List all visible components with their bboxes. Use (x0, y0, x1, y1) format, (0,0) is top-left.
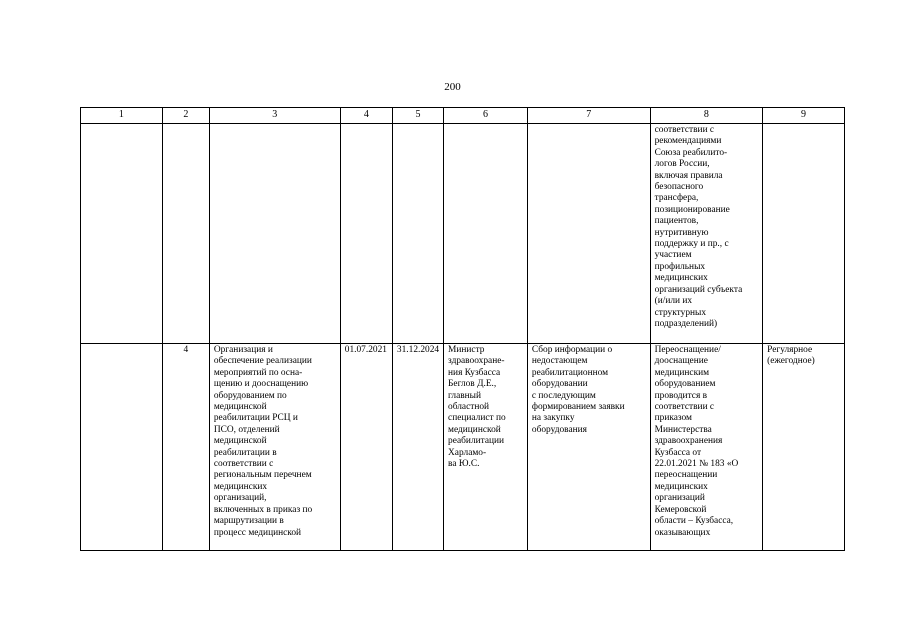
table-cell (392, 124, 443, 344)
page-number: 200 (444, 81, 461, 93)
table-cell (162, 124, 209, 344)
responsible-cell: Министр здравоохране- ния Кузбасса Беглов Д.Е., главный областной специалист по медицинской реабилитации Харламо- ва Ю.С. (444, 344, 528, 551)
table-row (81, 344, 845, 551)
table-row (81, 124, 845, 344)
table-cell (209, 124, 340, 344)
column-number-row (81, 108, 845, 124)
column-header: 4 (340, 108, 392, 124)
column-header: 1 (81, 108, 163, 124)
column-header: 9 (763, 108, 845, 124)
description-cell: Сбор информации о недостающем реабилитационном оборудовании с последующим формированием заявки на закупку оборудования (527, 344, 650, 551)
table-cell (763, 124, 845, 344)
column-header: 2 (162, 108, 209, 124)
table-cell (81, 124, 163, 344)
plan-table (80, 107, 845, 551)
start-date-cell: 01.07.2021 (340, 344, 392, 551)
activity-cell: Организация и обеспечение реализации мероприятий по осна- щению и дооснащению оборудованием по медицинской реабилитации РСЦ и ПСО, отделений медицинской реабилитации в соответствии с региональным перечнем медицинских организаций, включенных в приказ по маршрутизации в процесс медицинской (209, 344, 340, 551)
table-cell (340, 124, 392, 344)
column-header: 6 (444, 108, 528, 124)
column-header: 3 (209, 108, 340, 124)
table-cell (444, 124, 528, 344)
column-header: 7 (527, 108, 650, 124)
table-cell (527, 124, 650, 344)
expected-result-cell: соответствии с рекомендациями Союза реабилито- логов России, включая правила безопасного трансфера, позиционирование пациентов, нутритивную поддержку и пр., с участием профильных медицинских организаций субъекта (и/или их структурных подразделений) (650, 124, 763, 344)
column-header: 8 (650, 108, 763, 124)
column-header: 5 (392, 108, 443, 124)
end-date-cell: 31.12.2024 (392, 344, 443, 551)
frequency-cell: Регулярное (ежегодное) (763, 344, 845, 551)
item-number-cell: 4 (162, 344, 209, 551)
expected-result-cell: Переоснащение/ дооснащение медицинским оборудованием проводится в соответствии с приказом Министерства здравоохранения Кузбасса от 22.01.2021 № 183 «О переоснащении медицинских организаций Кемеровской области – Кузбасса, оказывающих (650, 344, 763, 551)
table-cell (81, 344, 163, 551)
